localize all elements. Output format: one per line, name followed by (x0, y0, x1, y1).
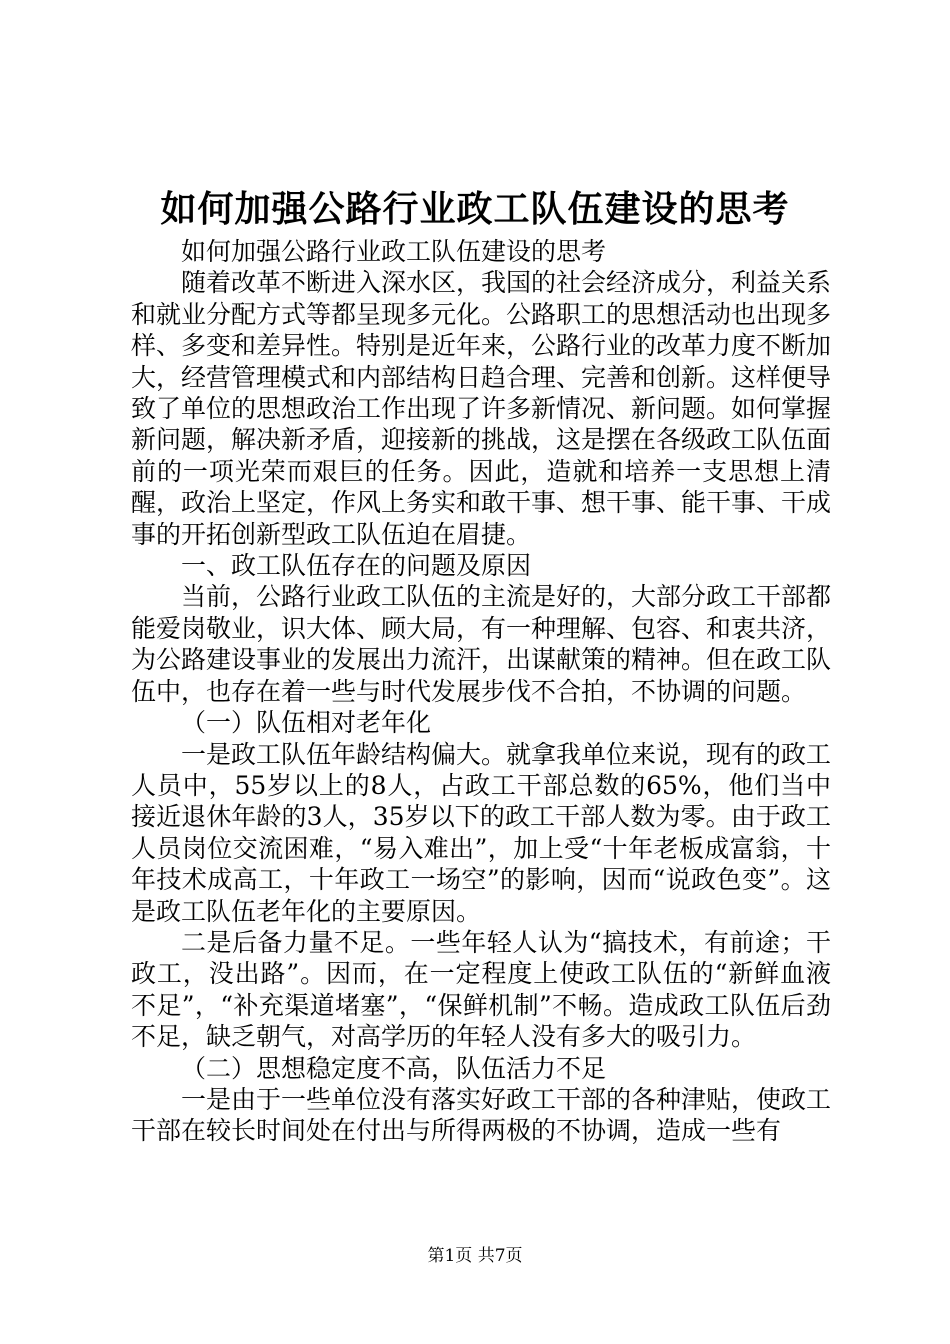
document-title: 如何加强公路行业政工队伍建设的思考 (160, 188, 790, 230)
paragraph: 二是后备力量不足。一些年轻人认为“搞技术，有前途；干政工，没出路”。因而，在一定程度上使政工队伍的“新鲜血液不足”，“补充渠道堵塞”，“保鲜机制”不畅。造成政工队伍后劲不足，缺乏朝气，对高学历的年轻人没有多大的吸引力。 (131, 927, 831, 1052)
paragraph: 一是由于一些单位没有落实好政工干部的各种津贴，使政工干部在较长时间处在付出与所得两极的不协调，造成一些有 (131, 1084, 832, 1146)
paragraph: 当前，公路行业政工队伍的主流是好的，大部分政工干部都能爱岗敬业，识大体、顾大局，有一种理解、包容、和衷共济，为公路建设事业的发展出力流汗，出谋献策的精神。但在政工队伍中，也存在着一些与时代发展步伐不合拍，不协调的问题。 (131, 582, 832, 706)
paragraph-intro: 随着改革不断进入深水区，我国的社会经济成分，利益关系和就业分配方式等都呈现多元化。公路职工的思想活动也出现多样、多变和差异性。特别是近年来，公路行业的改革力度不断加大，经营管理模式和内部结构日趋合理、完善和创新。这样便导致了单位的思想政治工作出现了许多新情况、新问题。如何掌握新问题，解决新矛盾，迎接新的挑战，这是摆在各级政工队伍面前的一项光荣而艰巨的任务。因此，造就和培养一支思想上清醒，政治上坚定，作风上务实和敢干事、想干事、能干事、干成事的开拓创新型政工队伍迫在眉捷。 (131, 268, 832, 549)
section-heading-1: 一、政工队伍存在的问题及原因 (181, 551, 532, 581)
document-body (131, 236, 831, 1147)
paragraph-subtitle: 如何加强公路行业政工队伍建设的思考 (181, 237, 607, 266)
subsection-heading-2: （二）思想稳定度不高，队伍活力不足 (181, 1053, 607, 1083)
paragraph: 一是政工队伍年龄结构偏大。就拿我单位来说，现有的政工人员中，55岁以上的8人，占政工干部总数的65%，他们当中接近退休年龄的3人，35岁以下的政工干部人数为零。由于政工人员岗位交流困难，“易入难出”，加上受“十年老板成富翁，十年技术成高工，十年政工一场空”的影响，因而“说政色变”。这是政工队伍老年化的主要原因。 (131, 739, 832, 926)
subsection-heading-1: （一）队伍相对老年化 (181, 708, 432, 738)
page-number-footer: 第1页 共7页 (427, 1246, 523, 1266)
